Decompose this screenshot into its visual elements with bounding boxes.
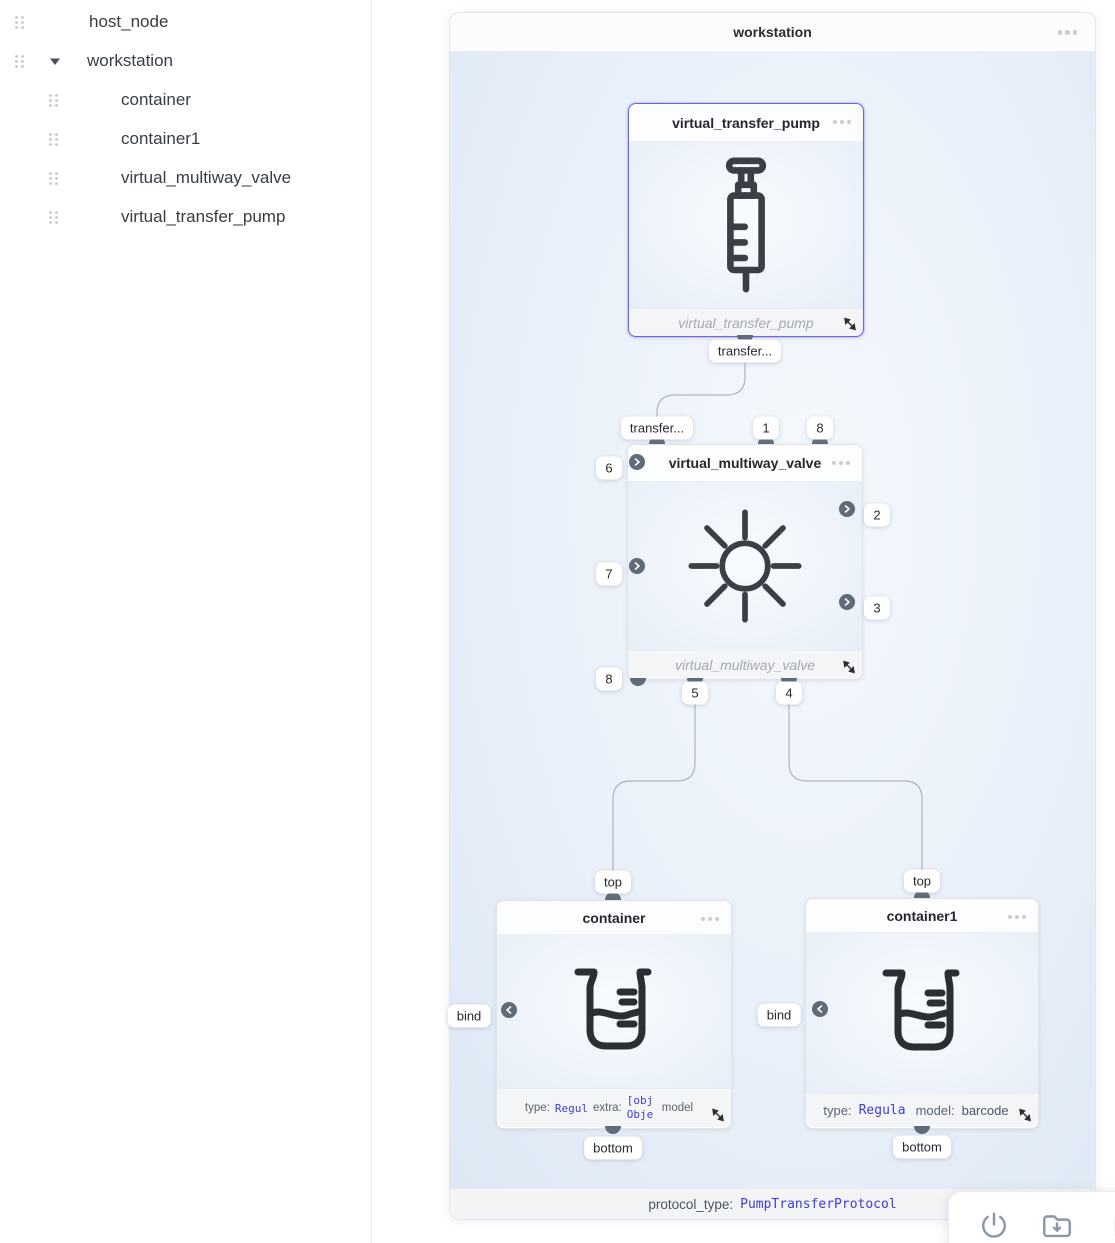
- node-header[interactable]: [629, 104, 863, 142]
- node-footer: [628, 650, 862, 679]
- port-container-bind[interactable]: [501, 1002, 517, 1018]
- sidebar-item-virtual-transfer-pump[interactable]: [0, 200, 370, 234]
- protocol-type-value: PumpTransferProtocol: [740, 1196, 897, 1212]
- model-value: barcode: [961, 1103, 1009, 1118]
- document-icon[interactable]: [1109, 1209, 1115, 1243]
- port-label-valve-8-bottom: 8: [596, 668, 622, 691]
- type-value: Regul: [554, 1101, 588, 1115]
- drag-handle-icon[interactable]: [14, 15, 25, 30]
- node-body: [628, 482, 862, 650]
- node-header[interactable]: [628, 445, 862, 482]
- canvas-toolbar: [948, 1191, 1115, 1243]
- beaker-icon: [872, 957, 972, 1069]
- more-options-icon[interactable]: [701, 917, 719, 921]
- syringe-icon: [722, 154, 770, 296]
- chevron-down-icon[interactable]: [49, 57, 61, 66]
- tree-item-label[interactable]: host_node: [89, 12, 169, 31]
- node-title: virtual_transfer_pump: [672, 114, 820, 131]
- beaker-icon: [564, 956, 664, 1068]
- chevron-left-icon: [501, 1002, 517, 1018]
- sidebar-item-container[interactable]: [0, 83, 370, 117]
- port-valve-6[interactable]: [629, 454, 645, 470]
- more-options-icon[interactable]: [1008, 915, 1026, 919]
- chevron-right-icon: [629, 558, 645, 574]
- chevron-right-icon: [629, 454, 645, 470]
- port-valve-7[interactable]: [629, 558, 645, 574]
- node-footer: [497, 1088, 731, 1127]
- sidebar-item-virtual-multiway-valve[interactable]: [0, 161, 370, 195]
- drag-handle-icon[interactable]: [48, 132, 59, 147]
- node-title: container1: [886, 907, 958, 924]
- drag-handle-icon[interactable]: [48, 93, 59, 108]
- port-container1-bind[interactable]: [812, 1001, 828, 1017]
- port-label-valve-transfer: transfer...: [621, 417, 693, 440]
- model-label: model: [661, 1102, 694, 1114]
- resize-handle-icon[interactable]: [843, 317, 857, 331]
- drag-handle-icon[interactable]: [14, 54, 25, 69]
- port-label-valve-8-top: 8: [807, 417, 833, 440]
- more-options-icon[interactable]: [1058, 30, 1078, 35]
- drag-handle-icon[interactable]: [48, 171, 59, 186]
- node-footer: [806, 1093, 1038, 1127]
- node-body: [497, 935, 731, 1088]
- port-label-valve-3: 3: [864, 597, 890, 620]
- protocol-type-label: protocol_type:: [648, 1196, 734, 1212]
- tree-item-label[interactable]: container1: [121, 129, 201, 148]
- port-label-valve-4: 4: [776, 682, 802, 705]
- node-subtitle: virtual_multiway_valve: [674, 657, 816, 673]
- port-label-container-bottom: bottom: [584, 1137, 642, 1160]
- tree-item-label[interactable]: workstation: [87, 51, 173, 70]
- port-label-container-top: top: [595, 871, 631, 894]
- model-label: model:: [915, 1103, 955, 1118]
- folder-download-icon[interactable]: [1039, 1209, 1075, 1243]
- chevron-right-icon: [839, 501, 855, 517]
- sidebar-item-workstation[interactable]: [0, 44, 370, 78]
- drag-handle-icon[interactable]: [48, 210, 59, 225]
- sidebar-item-host-node[interactable]: [0, 5, 370, 39]
- resize-handle-icon[interactable]: [842, 660, 856, 674]
- more-options-icon[interactable]: [833, 120, 851, 124]
- node-container[interactable]: [496, 900, 732, 1129]
- more-options-icon[interactable]: [832, 461, 850, 465]
- port-valve-3[interactable]: [839, 594, 855, 610]
- valve-icon: [684, 505, 806, 627]
- port-label-container1-bottom: bottom: [893, 1136, 951, 1159]
- port-valve-2[interactable]: [839, 501, 855, 517]
- port-label-valve-2: 2: [864, 504, 890, 527]
- type-label: type:: [823, 1103, 852, 1118]
- chevron-right-icon: [839, 594, 855, 610]
- port-label-valve-7: 7: [596, 563, 622, 586]
- extra-label: extra:: [592, 1102, 622, 1114]
- port-label-container1-bind: bind: [758, 1004, 801, 1027]
- port-label-container-bind: bind: [448, 1005, 491, 1028]
- chevron-left-icon: [812, 1001, 828, 1017]
- port-label-valve-5: 5: [682, 682, 708, 705]
- node-virtual-multiway-valve[interactable]: [627, 444, 863, 680]
- port-label-valve-1: 1: [753, 417, 779, 440]
- type-value: Regula: [858, 1103, 906, 1118]
- port-label-valve-6: 6: [596, 457, 622, 480]
- node-title: container: [582, 909, 646, 926]
- node-footer: [629, 308, 863, 336]
- type-label: type:: [524, 1102, 550, 1114]
- node-subtitle: virtual_transfer_pump: [678, 314, 814, 331]
- node-header[interactable]: [497, 901, 731, 935]
- node-virtual-transfer-pump[interactable]: [628, 103, 864, 337]
- device-tree-sidebar: [0, 0, 372, 1243]
- node-body: [629, 142, 863, 308]
- port-label-pump-transfer: transfer...: [709, 340, 781, 363]
- sidebar-item-container1[interactable]: [0, 122, 370, 156]
- extra-value: [obj Obje: [626, 1094, 654, 1121]
- tree-item-label[interactable]: container: [121, 90, 191, 109]
- node-title: virtual_multiway_valve: [668, 455, 822, 471]
- node-body: [806, 933, 1038, 1093]
- tree-item-label[interactable]: virtual_multiway_valve: [121, 168, 292, 187]
- resize-handle-icon[interactable]: [1018, 1108, 1032, 1122]
- group-title: workstation: [733, 24, 812, 40]
- port-label-container1-top: top: [904, 870, 940, 893]
- node-container1[interactable]: [805, 898, 1039, 1129]
- resize-handle-icon[interactable]: [711, 1108, 725, 1122]
- node-header[interactable]: [806, 899, 1038, 933]
- group-header[interactable]: [450, 13, 1095, 52]
- tree-item-label[interactable]: virtual_transfer_pump: [121, 207, 286, 226]
- power-icon[interactable]: [977, 1209, 1011, 1243]
